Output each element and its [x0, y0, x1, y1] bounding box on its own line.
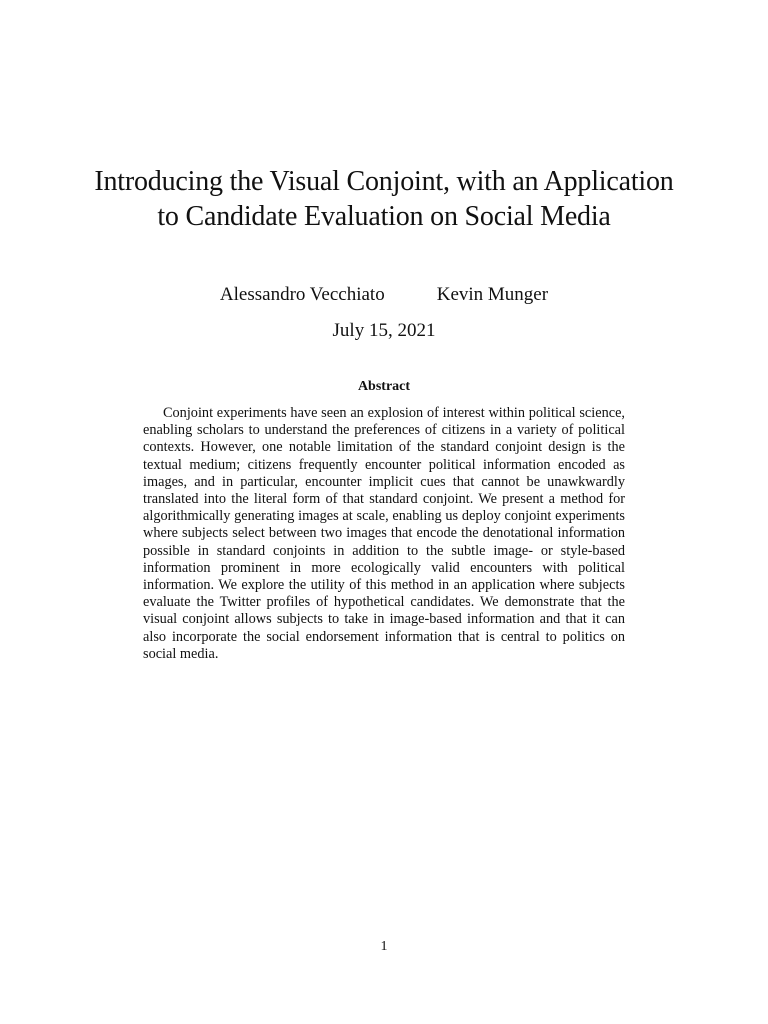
author-list	[0, 283, 768, 307]
author-name: Alessandro Vecchiato	[219, 284, 385, 305]
author-name: Kevin Munger	[436, 284, 549, 305]
abstract-heading: Abstract	[357, 379, 411, 394]
page-number: 1	[380, 939, 388, 954]
publication-date: July 15, 2021	[332, 320, 436, 341]
abstract-body: Conjoint experiments have seen an explosion of interest within political science, enabling scholars to understand the preferences of citizens in a variety of political contexts. However, one notable limitation of the standard conjoint design is the textual medium; citizens frequently encounter political information encoded as images, and in particular, encounter implicit cues that cannot be unawkwardly translated into the literal form of that standard conjoint. We present a method for algorithmically generating images at scale, enabling us deploy conjoint experiments where subjects select between two images that encode the denotational information possible in standard conjoints in addition to the subtle image- or style-based information prominent in more ecologically valid encounters with political information. We explore the utility of this method in an application where subjects evaluate the Twitter profiles of hypothetical candidates. We demonstrate that the visual conjoint allows subjects to take in image-based information and that it can also incorporate the social endorsement information that is central to politics on social media.	[143, 405, 625, 662]
paper-title: Introducing the Visual Conjoint, with an Application to Candidate Evaluation on Social Media	[94, 166, 674, 232]
